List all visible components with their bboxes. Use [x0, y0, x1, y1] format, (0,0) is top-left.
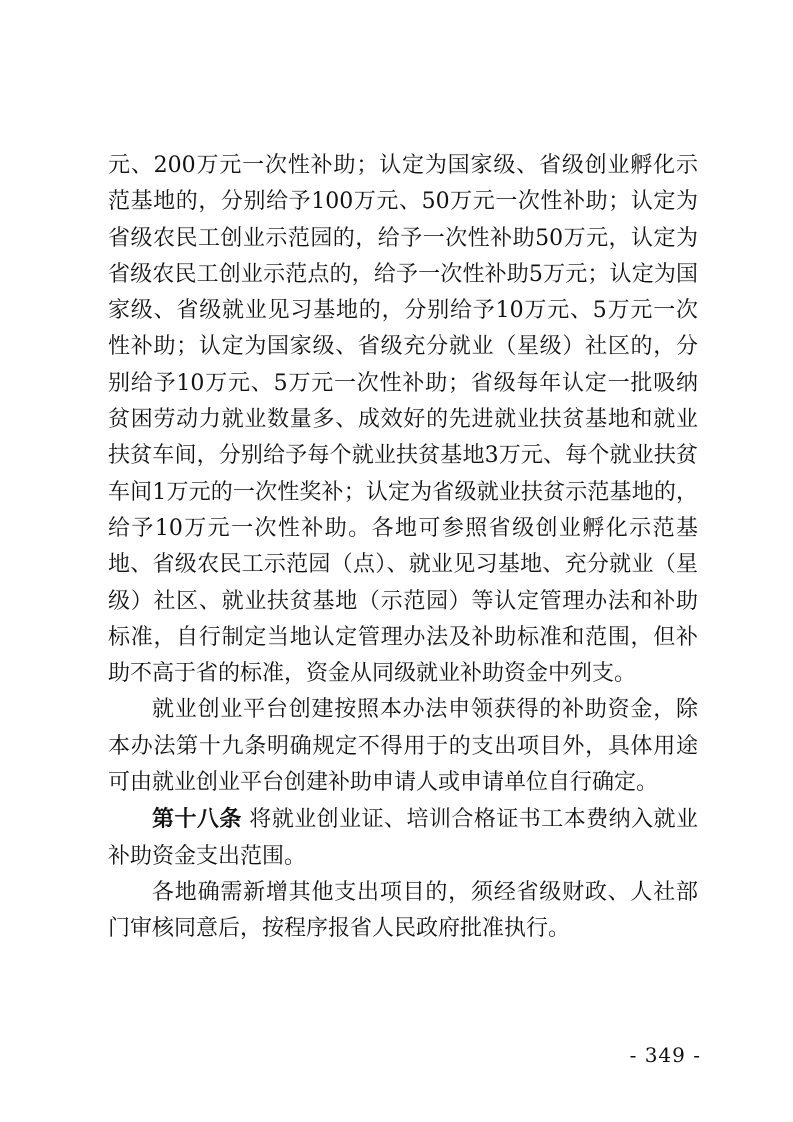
paragraph-text: 将就业创业证、培训合格证书工本费纳入就业补助资金支出范围。 [108, 807, 698, 869]
paragraph-text: 元、200万元一次性补助；认定为国家级、省级创业孵化示范基地的，分别给予100万元、50万元一次性补助；认定为省级农民工创业示范园的，给予一次性补助50万元，认定为省级农民工创业示范点的，给予一次性补助5万元；认定为国家级、省级就业见习基地的，分别给予10万元、5万元一次性补助；认定为国家级、省级充分就业（星级）社区的，分别给予10万元、5万元一次性补助；省级每年认定一批吸纳贫困劳动力就业数量多、成效好的先进就业扶贫基地和就业扶贫车间，分别给予每个就业扶贫基地3万元、每个就业扶贫车间1万元的一次性奖补；认定为省级就业扶贫示范基地的，给予10万元一次性补助。各地可参照省级创业孵化示范基地、省级农民工示范园（点）、就业见习基地、充分就业（星级）社区、就业扶贫基地（示范园）等认定管理办法和补助标准，自行制定当地认定管理办法及补助标准和范围，但补助不高于省的标准，资金从同级就业补助资金中列支。 [108, 153, 698, 687]
article-paragraph [108, 801, 698, 875]
paragraph-text: 各地确需新增其他支出项目的，须经省级财政、人社部门审核同意后，按程序报省人民政府批准执行。 [108, 879, 698, 942]
body-text [108, 148, 698, 948]
paragraph [108, 692, 698, 801]
paragraph-continued [108, 148, 698, 692]
page-number: - 349 - [629, 1043, 701, 1067]
article-heading: 第十八条 [152, 806, 242, 833]
paragraph [108, 875, 698, 948]
paragraph-text: 就业创业平台创建按照本办法申领获得的补助资金，除本办法第十九条明确规定不得用于的支出项目外，具体用途可由就业创业平台创建补助申请人或申请单位自行确定。 [108, 697, 698, 796]
